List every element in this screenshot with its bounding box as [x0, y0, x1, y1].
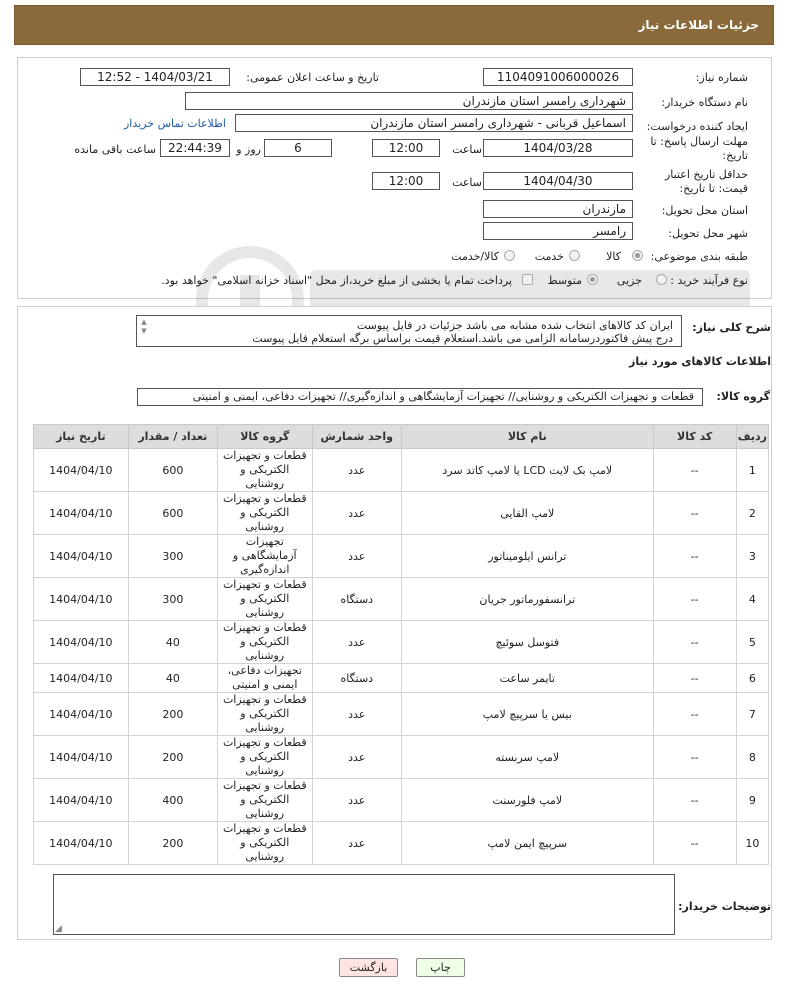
goods-table — [33, 424, 769, 865]
cell-need-date: 1404/04/10 — [34, 822, 129, 865]
deadline-date-field: 1404/03/28 — [483, 139, 633, 157]
table-row — [34, 621, 769, 664]
cell-need-date: 1404/04/10 — [34, 578, 129, 621]
cell-goods-group: قطعات و تجهیزات الکتریکی و روشنایی — [217, 693, 312, 736]
cell-goods-group: قطعات و تجهیزات الکتریکی و روشنایی — [217, 736, 312, 779]
cell-goods-group: قطعات و تجهیزات الکتریکی و روشنایی — [217, 578, 312, 621]
goods-table-body — [34, 449, 769, 865]
validity-time-field: 12:00 — [372, 172, 440, 190]
cell-goods-group: قطعات و تجهیزات الکتریکی و روشنایی — [217, 779, 312, 822]
cell-need-date: 1404/04/10 — [34, 535, 129, 578]
cell-goods-code: -- — [653, 664, 736, 693]
cell-unit: عدد — [312, 736, 401, 779]
category-radio-goods[interactable] — [632, 250, 643, 261]
cell-quantity: 300 — [128, 578, 217, 621]
page-title: جزئیات اطلاعات نیاز — [638, 18, 759, 32]
need-number-field: 1104091006000026 — [483, 68, 633, 86]
deadline-time-label: ساعت — [452, 143, 482, 156]
announce-label: تاریخ و ساعت اعلان عمومی: — [246, 71, 379, 84]
cell-row-number: 1 — [736, 449, 768, 492]
back-button[interactable]: بازگشت — [339, 958, 398, 977]
resize-handle-icon[interactable]: ◢ — [55, 924, 62, 934]
cell-unit: عدد — [312, 621, 401, 664]
province-label: استان محل تحویل: — [661, 204, 748, 217]
cell-unit: عدد — [312, 822, 401, 865]
scroll-arrows-icon[interactable]: ▲ ▼ — [141, 318, 147, 335]
buyer-notes-textarea[interactable] — [53, 874, 675, 935]
time-remaining-field: 22:44:39 — [160, 139, 230, 157]
cell-unit: دستگاه — [312, 664, 401, 693]
validity-time-label: ساعت — [452, 176, 482, 189]
cell-goods-code: -- — [653, 693, 736, 736]
category-option-goods: کالا — [606, 250, 621, 263]
time-remaining-label: ساعت باقی مانده — [74, 143, 156, 156]
cell-quantity: 40 — [128, 621, 217, 664]
cell-goods-group: تجهیزات دفاعی، ایمنی و امنیتی — [217, 664, 312, 693]
city-label: شهر محل تحویل: — [668, 227, 748, 240]
col-goods-group: گروه کالا — [217, 425, 312, 449]
cell-goods-name: لامپ القایی — [401, 492, 653, 535]
category-option-service: خدمت — [534, 250, 564, 263]
process-radio-medium[interactable] — [587, 274, 598, 285]
cell-need-date: 1404/04/10 — [34, 621, 129, 664]
summary-textarea[interactable] — [136, 315, 682, 347]
cell-quantity: 200 — [128, 736, 217, 779]
cell-quantity: 300 — [128, 535, 217, 578]
cell-goods-group: قطعات و تجهیزات الکتریکی و روشنایی — [217, 822, 312, 865]
cell-quantity: 40 — [128, 664, 217, 693]
cell-unit: عدد — [312, 492, 401, 535]
cell-row-number: 5 — [736, 621, 768, 664]
cell-quantity: 200 — [128, 822, 217, 865]
cell-row-number: 4 — [736, 578, 768, 621]
cell-need-date: 1404/04/10 — [34, 449, 129, 492]
deadline-label: مهلت ارسال پاسخ: تا تاریخ: — [650, 135, 748, 162]
buyer-notes-label: توضیحات خریدار: — [678, 900, 771, 913]
cell-quantity: 200 — [128, 693, 217, 736]
cell-goods-name: سرپیچ ایمن لامپ — [401, 822, 653, 865]
table-header-row — [34, 425, 769, 449]
cell-goods-code: -- — [653, 578, 736, 621]
cell-goods-name: لامپ سربسته — [401, 736, 653, 779]
summary-line-1: ایران کد کالاهای انتخاب شده مشابه می باشد جزئیات در فایل پیوست — [356, 319, 673, 332]
cell-unit: عدد — [312, 779, 401, 822]
category-option-goods-service: کالا/خدمت — [451, 250, 499, 263]
cell-goods-name: لامپ بک لایت LCD یا لامپ کاتد سرد — [401, 449, 653, 492]
cell-unit: عدد — [312, 535, 401, 578]
table-row — [34, 578, 769, 621]
validity-date-field: 1404/04/30 — [483, 172, 633, 190]
cell-goods-code: -- — [653, 492, 736, 535]
table-row — [34, 664, 769, 693]
cell-quantity: 600 — [128, 449, 217, 492]
col-goods-name: نام کالا — [401, 425, 653, 449]
print-button[interactable]: چاپ — [416, 958, 465, 977]
cell-need-date: 1404/04/10 — [34, 664, 129, 693]
cell-row-number: 8 — [736, 736, 768, 779]
cell-goods-code: -- — [653, 779, 736, 822]
cell-row-number: 7 — [736, 693, 768, 736]
announce-datetime-field: 1404/03/21 - 12:52 — [80, 68, 230, 86]
cell-goods-group: تجهیزات آزمایشگاهی و اندازه‌گیری — [217, 535, 312, 578]
process-option-minor: جزیی — [616, 274, 642, 287]
need-number-label: شماره نیاز: — [695, 71, 748, 84]
page-header — [14, 5, 774, 45]
table-row — [34, 492, 769, 535]
cell-goods-code: -- — [653, 449, 736, 492]
treasury-note: پرداخت تمام یا بخشی از مبلغ خرید،از محل "اسناد خزانه اسلامی" خواهد بود. — [161, 274, 512, 287]
summary-label: شرح کلی نیاز: — [692, 321, 771, 334]
cell-row-number: 2 — [736, 492, 768, 535]
cell-row-number: 3 — [736, 535, 768, 578]
deadline-time-field: 12:00 — [372, 139, 440, 157]
col-need-date: تاریخ نیاز — [34, 425, 129, 449]
cell-need-date: 1404/04/10 — [34, 693, 129, 736]
table-row — [34, 779, 769, 822]
goods-group-label: گروه کالا: — [716, 390, 770, 403]
cell-unit: عدد — [312, 449, 401, 492]
table-row — [34, 535, 769, 578]
col-goods-code: کد کالا — [653, 425, 736, 449]
goods-group-field: قطعات و تجهیزات الکتریکی و روشنایی// تجهیزات آزمایشگاهی و اندازه‌گیری// تجهیزات دفاعی، ایمنی و امنیتی — [137, 388, 703, 406]
buyer-contact-link[interactable]: اطلاعات تماس خریدار — [124, 117, 226, 130]
category-label: طبقه بندی موضوعی: — [650, 250, 748, 263]
table-row — [34, 736, 769, 779]
summary-line-2: درج پیش فاکتوردرسامانه الزامی می باشد.استعلام قیمت براساس برگه استعلام فایل پیوست — [252, 332, 673, 345]
cell-goods-group: قطعات و تجهیزات الکتریکی و روشنایی — [217, 621, 312, 664]
goods-info-title: اطلاعات کالاهای مورد نیاز — [629, 355, 771, 368]
cell-unit: دستگاه — [312, 578, 401, 621]
cell-quantity: 400 — [128, 779, 217, 822]
cell-goods-name: ترانسفورماتور جریان — [401, 578, 653, 621]
cell-goods-group: قطعات و تجهیزات الکتریکی و روشنایی — [217, 492, 312, 535]
cell-unit: عدد — [312, 693, 401, 736]
category-radio-service[interactable] — [569, 250, 580, 261]
treasury-checkbox[interactable] — [522, 274, 533, 285]
col-unit: واحد شمارش — [312, 425, 401, 449]
validity-label: حداقل تاریخ اعتبار قیمت: تا تاریخ: — [664, 168, 748, 195]
buyer-org-field: شهرداری رامسر استان مازندران — [185, 92, 633, 110]
days-remaining-field: 6 — [264, 139, 332, 157]
col-quantity: تعداد / مقدار — [128, 425, 217, 449]
cell-need-date: 1404/04/10 — [34, 736, 129, 779]
creator-label: ایجاد کننده درخواست: — [646, 120, 748, 133]
cell-goods-code: -- — [653, 736, 736, 779]
col-row-number: ردیف — [736, 425, 768, 449]
cell-quantity: 600 — [128, 492, 217, 535]
cell-need-date: 1404/04/10 — [34, 779, 129, 822]
cell-row-number: 6 — [736, 664, 768, 693]
cell-goods-code: -- — [653, 621, 736, 664]
creator-field: اسماعیل قربانی - شهرداری رامسر استان مازندران — [235, 114, 633, 132]
category-radio-goods-service[interactable] — [504, 250, 515, 261]
cell-goods-code: -- — [653, 535, 736, 578]
days-label: روز و — [236, 143, 261, 156]
process-label: نوع فرآیند خرید : — [670, 274, 748, 287]
cell-goods-code: -- — [653, 822, 736, 865]
buyer-org-label: نام دستگاه خریدار: — [661, 96, 748, 109]
cell-row-number: 10 — [736, 822, 768, 865]
cell-goods-name: فتوسل سوئیچ — [401, 621, 653, 664]
cell-goods-group: قطعات و تجهیزات الکتریکی و روشنایی — [217, 449, 312, 492]
cell-goods-name: تایمر ساعت — [401, 664, 653, 693]
cell-row-number: 9 — [736, 779, 768, 822]
cell-need-date: 1404/04/10 — [34, 492, 129, 535]
cell-goods-name: بیس یا سرپیچ لامپ — [401, 693, 653, 736]
table-row — [34, 449, 769, 492]
table-row — [34, 822, 769, 865]
city-field: رامسر — [483, 222, 633, 240]
process-option-medium: متوسط — [547, 274, 582, 287]
process-radio-minor[interactable] — [656, 274, 667, 285]
cell-goods-name: لامپ فلورسنت — [401, 779, 653, 822]
table-row — [34, 693, 769, 736]
cell-goods-name: ترانس ایلومیناتور — [401, 535, 653, 578]
province-field: مازندران — [483, 200, 633, 218]
